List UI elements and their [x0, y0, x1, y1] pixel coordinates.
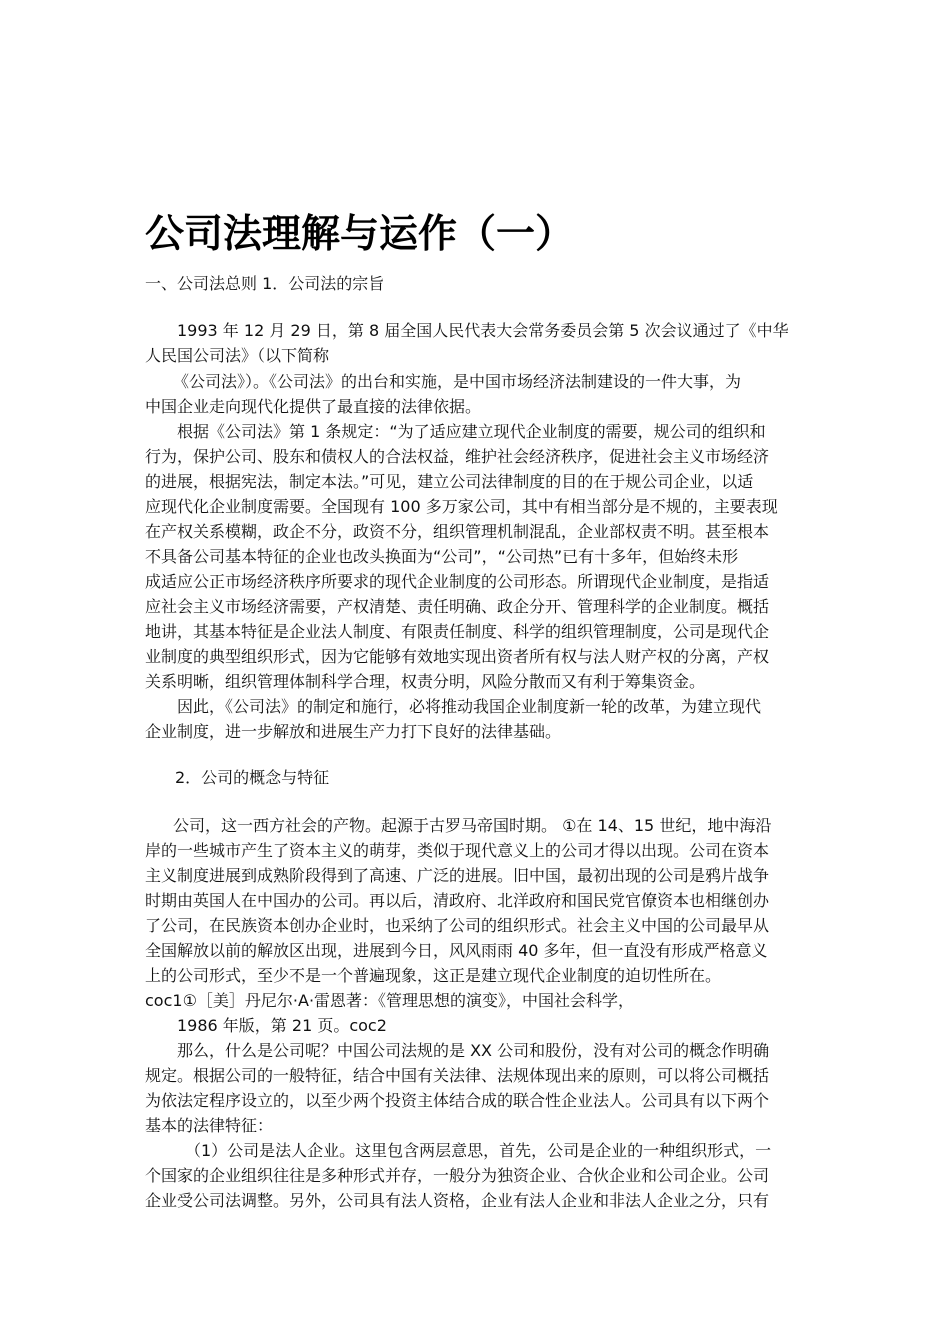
body-line: 企业制度，进一步解放和进展生产力打下良好的法律基础。 [145, 722, 562, 741]
body-line: 《公司法》）。《公司法》的出台和实施，是中国市场经济法制建设的一件大事，为 [173, 372, 742, 391]
body-line: 业制度的典型组织形式，因为它能够有效地实现出资者所有权与法人财产权的分离，产权 [145, 647, 770, 666]
body-line: 了公司，在民族资本创办企业时，也采纳了公司的组织形式。社会主义中国的公司最早从 [145, 916, 770, 935]
body-line: 地讲，其基本特征是企业法人制度、有限责任制度、科学的组织管理制度，公司是现代企 [145, 622, 770, 641]
body-line: 上的公司形式，至少不是一个普遍现象，这正是建立现代企业制度的迫切性所在。 [145, 966, 722, 985]
body-line: 因此，《公司法》的制定和施行，必将推动我国企业制度新一轮的改革，为建立现代 [177, 697, 762, 716]
body-line: 关系明晰，组织管理体制科学合理，权责分明，风险分散而又有利于筹集资金。 [145, 672, 706, 691]
body-line: 规定。根据公司的一般特征，结合中国有关法律、法规体现出来的原则，可以将公司概括 [145, 1066, 770, 1085]
document-title: 公司法理解与运作（一） [145, 212, 575, 257]
section-heading: 2．公司的概念与特征 [175, 768, 330, 787]
footnote-line: 1986 年版，第 21 页。coc2 [177, 1016, 387, 1035]
body-line: 在产权关系模糊，政企不分，政资不分，组织管理机制混乱，企业部权责不明。甚至根本 [145, 522, 770, 541]
body-line: 企业受公司法调整。另外，公司具有法人资格，企业有法人企业和非法人企业之分，只有 [145, 1191, 770, 1210]
body-line: 不具备公司基本特征的企业也改头换面为“公司”，“公司热”已有十多年，但始终未形 [145, 547, 739, 566]
body-line: 公司，这一西方社会的产物。起源于古罗马帝国时期。 ①在 14、15 世纪，地中海沿 [173, 816, 772, 835]
body-line: 岸的一些城市产生了资本主义的萌芽，类似于现代意义上的公司才得以出现。公司在资本 [145, 841, 770, 860]
body-line: 的进展，根据宪法，制定本法。”可见，建立公司法律制度的目的在于规公司企业，以适 [145, 472, 754, 491]
body-line: 应社会主义市场经济需要，产权清楚、责任明确、政企分开、管理科学的企业制度。概括 [145, 597, 770, 616]
body-line: 行为，保护公司、股东和债权人的合法权益，维护社会经济秩序，促进社会主义市场经济 [145, 447, 770, 466]
body-line: 1993 年 12 月 29 日，第 8 届全国人民代表大会常务委员会第 5 次会议通过了《中华 [177, 321, 789, 340]
body-line: 个国家的企业组织往往是多种形式并存，一般分为独资企业、合伙企业和公司企业。公司 [145, 1166, 770, 1185]
body-line: 全国解放以前的解放区出现，进展到今日，风风雨雨 40 多年，但一直没有形成严格意义 [145, 941, 768, 960]
body-line: 人民国公司法》（以下简称 [145, 346, 330, 365]
body-line: 为依法定程序设立的，以至少两个投资主体结合成的联合性企业法人。公司具有以下两个 [145, 1091, 770, 1110]
body-line: 中国企业走向现代化提供了最直接的法律依据。 [145, 397, 482, 416]
body-line: 成适应公正市场经济秩序所要求的现代企业制度的公司形态。所谓现代企业制度，是指适 [145, 572, 770, 591]
body-line: 基本的法律特征： [145, 1116, 274, 1135]
body-line: （1）公司是法人企业。这里包含两层意思，首先，公司是企业的一种组织形式，一 [185, 1141, 772, 1160]
footnote-line: coc1①［美］丹尼尔·A·雷恩著：《管理思想的演变》，中国社会科学， [145, 991, 635, 1010]
body-line: 那么，什么是公司呢？中国公司法规的是 XX 公司和股份，没有对公司的概念作明确 [177, 1041, 770, 1060]
section-heading: 一、公司法总则 1．公司法的宗旨 [145, 274, 385, 293]
body-line: 应现代化企业制度需要。全国现有 100 多万家公司，其中有相当部分是不规的，主要表现 [145, 497, 778, 516]
body-line: 根据《公司法》第 1 条规定：“为了适应建立现代企业制度的需要，规公司的组织和 [177, 422, 766, 441]
body-line: 时期由英国人在中国办的公司。再以后，清政府、北洋政府和国民党官僚资本也相继创办 [145, 891, 770, 910]
body-line: 主义制度进展到成熟阶段得到了高速、广泛的进展。旧中国，最初出现的公司是鸦片战争 [145, 866, 770, 885]
